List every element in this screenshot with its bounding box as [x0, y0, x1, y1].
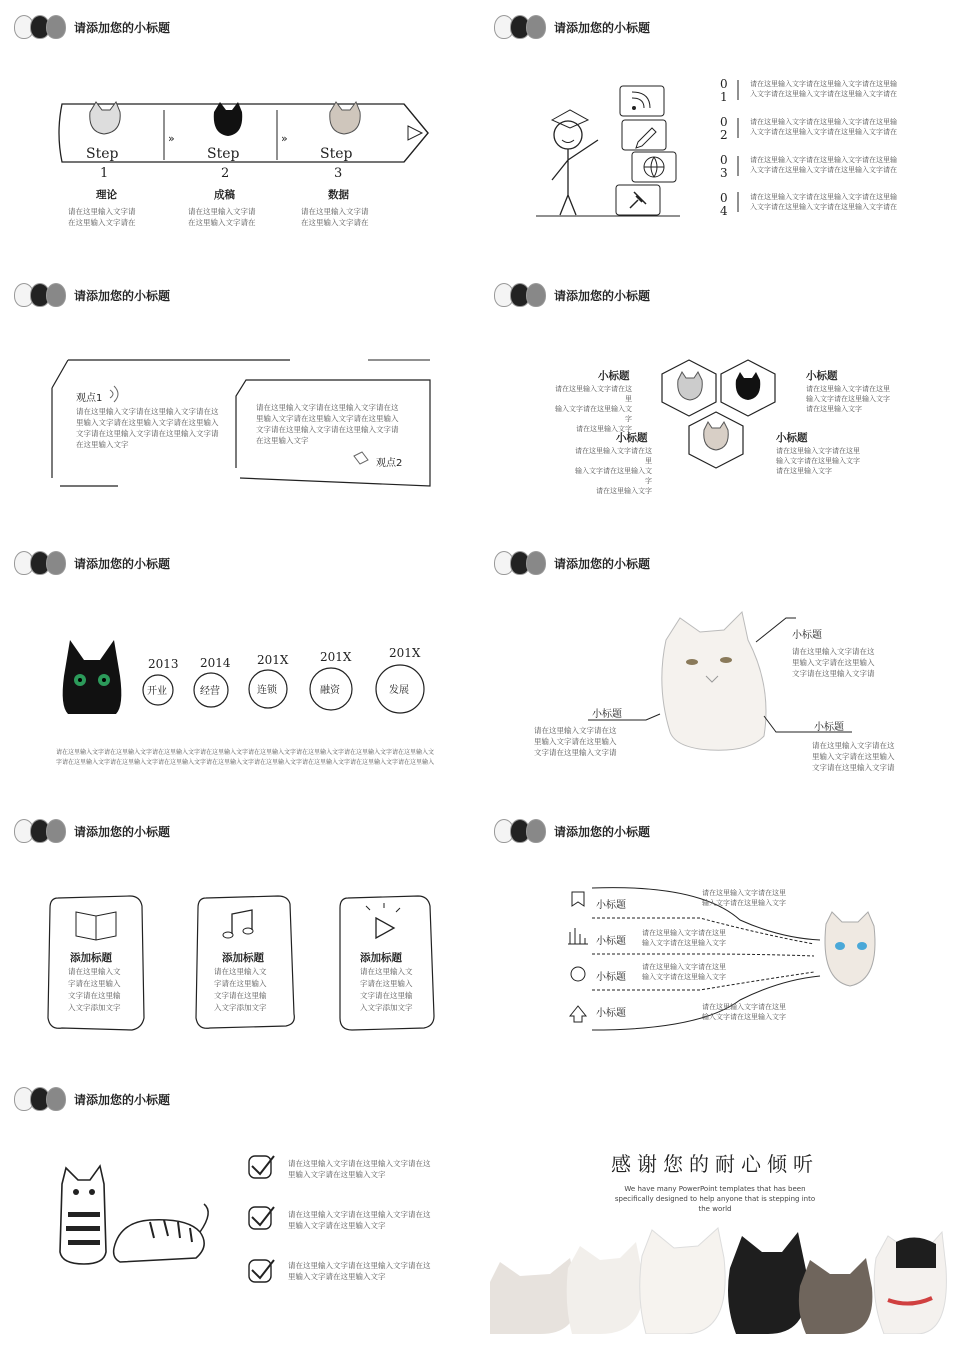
doodle-cats-icon — [0, 1072, 470, 1334]
cats-group-icon — [480, 1072, 950, 1334]
row-title: 小标题 — [596, 936, 626, 947]
timeline-label: 开业 — [147, 686, 167, 697]
row-desc: 请在这里输入文字请在这里 输入文字请在这里输入文字 — [642, 929, 726, 947]
timeline-year: 2014 — [200, 656, 231, 670]
card-desc: 请在这里输入文 字请在这里输入 文字请在这里输 入文字添加文字 — [214, 967, 267, 1012]
bar-chart-icon — [568, 928, 588, 944]
block-title: 小标题 — [616, 432, 648, 444]
item-desc: 请在这里输入文字请在这里输入文字请在这里输 入文字请在这里输入文字请在这里输入文字请在 — [750, 118, 897, 136]
item-desc: 请在这里输入文字请在这里输入文字请在这 里输入文字请在这里输入文字 — [288, 1210, 431, 1230]
header-title: 请添加您的小标题 — [74, 1092, 171, 1107]
row-title: 小标题 — [596, 900, 626, 911]
pin-icon — [616, 185, 660, 215]
slide-7 — [0, 804, 470, 1066]
music-note-icon — [223, 910, 253, 938]
timeline-year: 201X — [389, 646, 421, 660]
timeline-label: 连锁 — [257, 685, 277, 696]
header-title: 请添加您的小标题 — [554, 288, 651, 303]
card-desc: 请在这里输入文 字请在这里输入 文字请在这里输 入文字添加文字 — [68, 967, 121, 1012]
item-number: 0 4 — [720, 191, 728, 218]
compass-icon — [571, 967, 585, 981]
block-desc: 请在这里输入文字请在这里 输入文字请在这里输入文字 请在这里输入文字 — [776, 447, 860, 475]
header-title: 请添加您的小标题 — [74, 824, 171, 839]
pencil-icon — [622, 120, 666, 150]
slide-8 — [480, 804, 950, 1066]
item-desc: 请在这里输入文字请在这里输入文字请在这 里输入文字请在这里输入文字 — [288, 1261, 431, 1281]
header-title: 请添加您的小标题 — [554, 556, 651, 571]
item-desc: 请在这里输入文字请在这里输入文字请在这里输 入文字请在这里输入文字请在这里输入文字请在 — [750, 80, 897, 98]
thanks-title: 感谢您的耐心倾听 — [611, 1152, 819, 1176]
slide-1 — [0, 0, 470, 262]
view2-text: 请在这里输入文字请在这里输入文字请在这 里输入文字请在这里输入文字请在这里输入 文字请在这里输入文字请在这里输入文字请 在这里输入文字 — [256, 403, 399, 445]
cat-face-icon — [90, 102, 360, 136]
step-label: 理论 — [96, 189, 117, 201]
play-icon — [366, 903, 400, 938]
check-icon — [249, 1260, 274, 1282]
timeline-year: 201X — [320, 650, 352, 664]
rss-icon — [620, 86, 664, 116]
item-number: 0 2 — [720, 115, 728, 142]
view1-text: 请在这里输入文字请在这里输入文字请在这 里输入文字请在这里输入文字请在这里输入 文字请在这里输入文字请在这里输入文字请 在这里输入文字 — [76, 407, 219, 449]
timeline-desc: 请在这里输入文字请在这里输入文字请在这里输入文字请在这里输入文字请在这里输入文字请在这里输入文字请在这里输入文字请在这里输入文 字请在这里输入文字请在这里输入文字请在这里输入文字请在这里输入文字请在这里输入文字请在这里输入文字请在这里输入文字请在这里输入 — [56, 749, 435, 766]
step-word: Step — [86, 146, 119, 162]
hand-icon — [354, 452, 368, 464]
card-title: 添加标题 — [222, 952, 264, 964]
row-desc: 请在这里输入文字请在这里 输入文字请在这里输入文字 — [702, 1003, 786, 1021]
timeline-label: 发展 — [389, 685, 409, 696]
step-label: 成稿 — [214, 189, 235, 201]
item-desc: 请在这里输入文字请在这里输入文字请在这里输 入文字请在这里输入文字请在这里输入文字请在 — [750, 156, 897, 174]
frame-lines — [0, 268, 470, 530]
step-word: Step — [207, 146, 240, 162]
timeline-label: 融资 — [320, 685, 340, 696]
card-desc: 请在这里输入文 字请在这里输入 文字请在这里输 入文字添加文字 — [360, 967, 413, 1012]
row-desc: 请在这里输入文字请在这里 输入文字请在这里输入文字 — [702, 889, 786, 907]
step-number: 1 — [100, 166, 109, 181]
slide-3 — [0, 268, 470, 530]
block-title: 小标题 — [598, 370, 630, 382]
item-number: 0 3 — [720, 153, 728, 180]
card-title: 添加标题 — [70, 952, 112, 964]
row-desc: 请在这里输入文字请在这里 输入文字请在这里输入文字 — [642, 963, 726, 981]
timeline-year: 201X — [257, 653, 289, 667]
row-title: 小标题 — [596, 1008, 626, 1019]
step-label: 数据 — [328, 189, 349, 201]
svg-text:»: » — [168, 132, 175, 145]
globe-icon — [632, 152, 676, 182]
header-title: 请添加您的小标题 — [74, 20, 171, 35]
svg-text:»: » — [281, 132, 288, 145]
slide-6 — [480, 536, 950, 798]
slide-10 — [480, 1072, 950, 1334]
cards-frames — [0, 804, 470, 1066]
header-title: 请添加您的小标题 — [74, 288, 171, 303]
slide-5 — [0, 536, 470, 798]
step-number: 2 — [221, 166, 230, 181]
row-title: 小标题 — [596, 972, 626, 983]
wifi-icon — [110, 386, 118, 402]
view2-title: 观点2 — [376, 458, 403, 469]
block-title: 小标题 — [814, 722, 844, 733]
step-word: Step — [320, 146, 353, 162]
header-title: 请添加您的小标题 — [74, 556, 171, 571]
block-title: 小标题 — [776, 432, 808, 444]
block-desc: 请在这里输入文字请在这里 输入文字请在这里输入文字 请在这里输入文字 — [575, 447, 652, 495]
step-desc: 请在这里输入文字请 在这里输入文字请在 — [68, 207, 136, 227]
timeline-year: 2013 — [148, 657, 179, 671]
block-desc: 请在这里输入文字请在这里 输入文字请在这里输入文字 请在这里输入文字 — [555, 385, 632, 433]
block-title: 小标题 — [592, 709, 622, 720]
item-desc: 请在这里输入文字请在这里输入文字请在这 里输入文字请在这里输入文字 — [288, 1159, 431, 1179]
item-number: 0 1 — [720, 77, 728, 104]
header-title: 请添加您的小标题 — [554, 824, 651, 839]
header-title: 请添加您的小标题 — [554, 20, 651, 35]
card-title: 添加标题 — [360, 952, 402, 964]
block-title: 小标题 — [792, 630, 822, 641]
slide-2 — [480, 0, 950, 262]
item-desc: 请在这里输入文字请在这里输入文字请在这里输 入文字请在这里输入文字请在这里输入文字请在 — [750, 193, 897, 211]
view1-title: 观点1 — [76, 393, 103, 404]
block-desc: 请在这里输入文字请在这 里输入文字请在这里输入 文字请在这里输入文字请 — [534, 726, 617, 757]
bookmark-icon — [572, 892, 584, 906]
book-icon — [76, 912, 116, 940]
thanks-subtitle: We have many PowerPoint templates that has been specifically designed to help anyone that is stepping into the world — [614, 1185, 816, 1213]
check-icon — [249, 1207, 274, 1229]
check-icon — [249, 1156, 274, 1178]
timeline-label: 经营 — [200, 686, 220, 697]
block-desc: 请在这里输入文字请在这里 输入文字请在这里输入文字 请在这里输入文字 — [806, 385, 890, 413]
block-title: 小标题 — [806, 370, 838, 382]
step-desc: 请在这里输入文字请 在这里输入文字请在 — [188, 207, 256, 227]
step-number: 3 — [334, 166, 343, 181]
block-desc: 请在这里输入文字请在这 里输入文字请在这里输入 文字请在这里输入文字请 — [812, 741, 895, 772]
slide-9 — [0, 1072, 470, 1334]
block-desc: 请在这里输入文字请在这 里输入文字请在这里输入 文字请在这里输入文字请 — [792, 647, 875, 678]
upload-icon — [570, 1006, 586, 1022]
slide-4 — [480, 268, 950, 530]
step-desc: 请在这里输入文字请 在这里输入文字请在 — [301, 207, 369, 227]
